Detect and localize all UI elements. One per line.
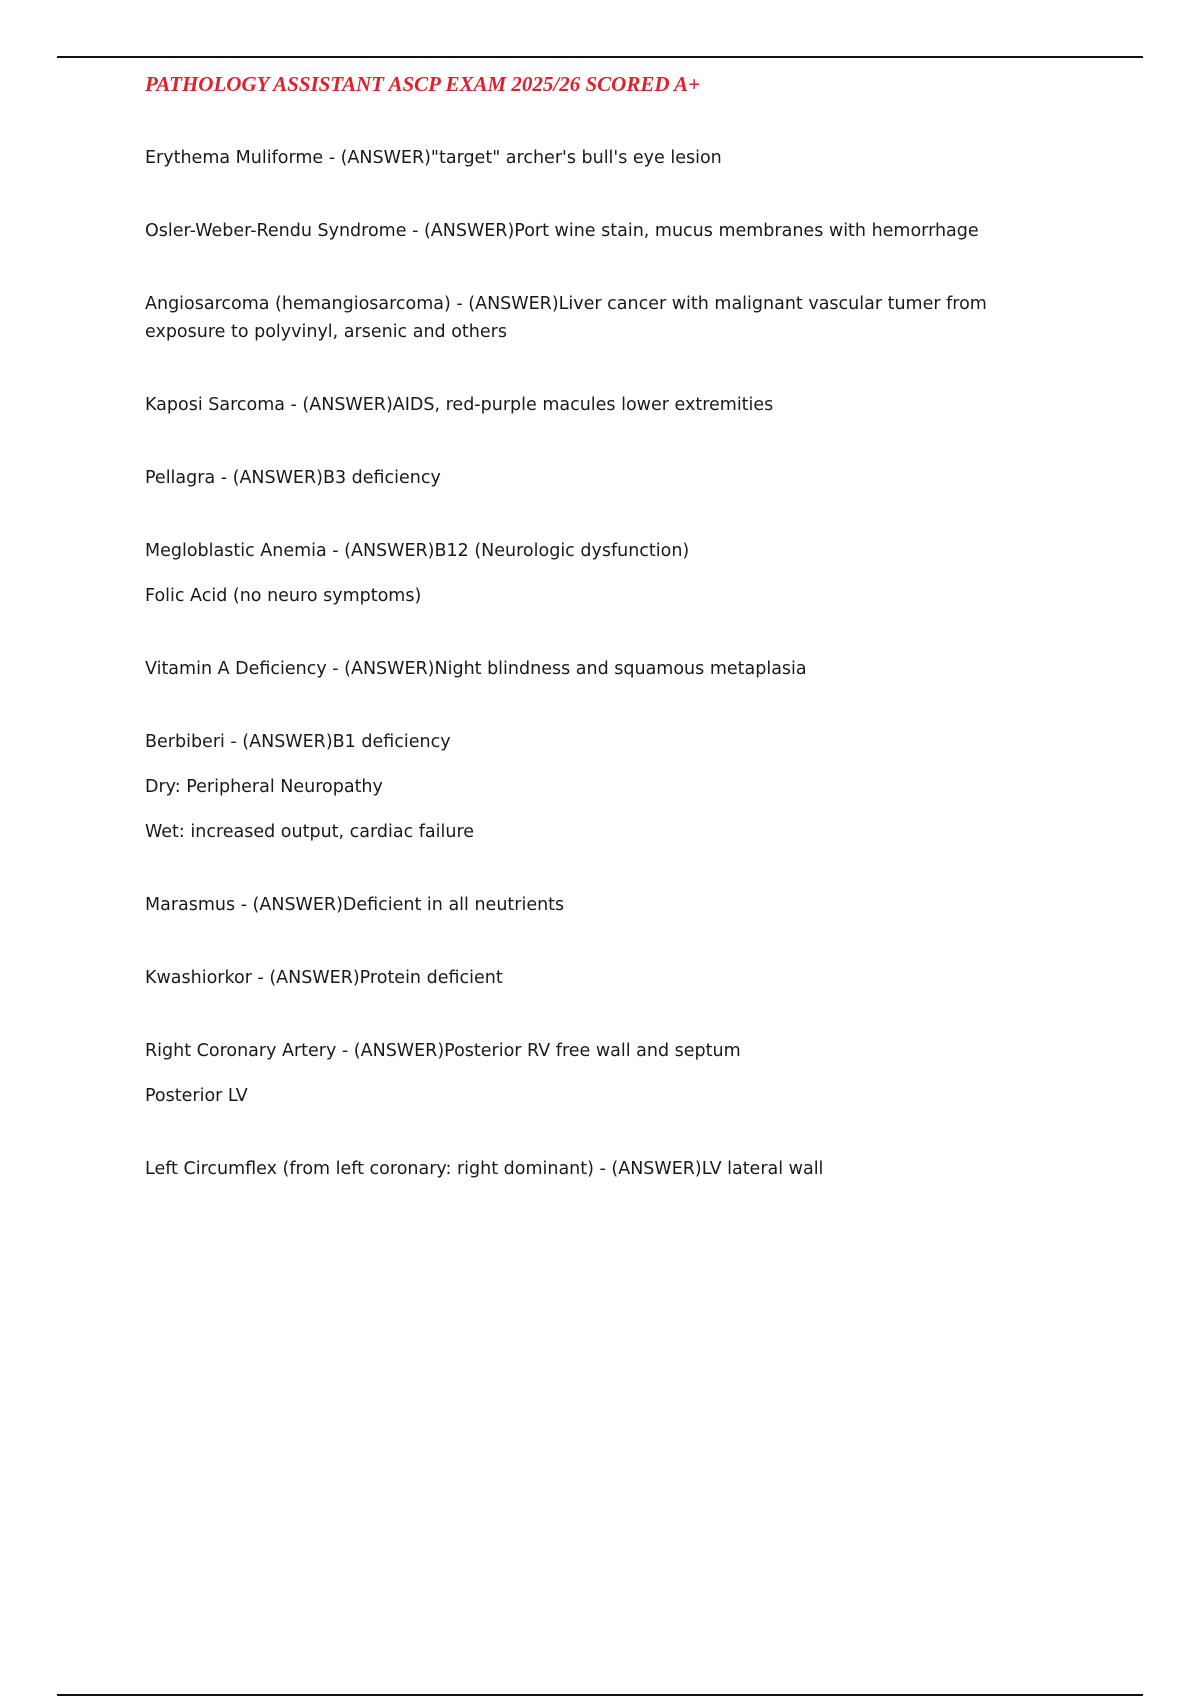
qa-entry xyxy=(145,728,1045,846)
top-rule xyxy=(57,56,1143,58)
qa-line: Angiosarcoma (hemangiosarcoma) - (ANSWER)Liver cancer with malignant vascular tumer from exposure to polyvinyl, arsenic and others xyxy=(145,294,987,342)
qa-line: Marasmus - (ANSWER)Deficient in all neutrients xyxy=(145,895,565,915)
qa-entry xyxy=(145,964,1045,992)
qa-entry xyxy=(145,537,1045,610)
bottom-rule xyxy=(57,1694,1143,1696)
qa-line: Left Circumflex (from left coronary: right dominant) - (ANSWER)LV lateral wall xyxy=(145,1159,824,1179)
qa-continuation-line: Folic Acid (no neuro symptoms) xyxy=(145,586,422,606)
qa-line: Kwashiorkor - (ANSWER)Protein deficient xyxy=(145,968,503,988)
qa-continuation-line: Posterior LV xyxy=(145,1086,248,1106)
qa-entry xyxy=(145,217,1045,245)
qa-line: Megloblastic Anemia - (ANSWER)B12 (Neurologic dysfunction) xyxy=(145,541,690,561)
qa-line: Kaposi Sarcoma - (ANSWER)AIDS, red-purple macules lower extremities xyxy=(145,395,774,415)
qa-entry xyxy=(145,1155,1045,1183)
document-title: PATHOLOGY ASSISTANT ASCP EXAM 2025/26 SCORED A+ xyxy=(145,72,700,96)
qa-line: Right Coronary Artery - (ANSWER)Posterior RV free wall and septum xyxy=(145,1041,741,1061)
qa-entry xyxy=(145,391,1045,419)
qa-line: Osler-Weber-Rendu Syndrome - (ANSWER)Port wine stain, mucus membranes with hemorrhage xyxy=(145,221,979,241)
document-body xyxy=(145,144,1045,1228)
qa-entry xyxy=(145,1037,1045,1110)
qa-continuation-line: Dry: Peripheral Neuropathy xyxy=(145,777,383,797)
qa-entry xyxy=(145,655,1045,683)
qa-line: Pellagra - (ANSWER)B3 deficiency xyxy=(145,468,441,488)
qa-entry xyxy=(145,891,1045,919)
qa-entry xyxy=(145,144,1045,172)
qa-continuation-line: Wet: increased output, cardiac failure xyxy=(145,822,475,842)
qa-line: Vitamin A Deficiency - (ANSWER)Night blindness and squamous metaplasia xyxy=(145,659,807,679)
qa-line: Erythema Muliforme - (ANSWER)"target" archer's bull's eye lesion xyxy=(145,148,722,168)
qa-entry xyxy=(145,290,1045,346)
qa-entry xyxy=(145,464,1045,492)
qa-line: Berbiberi - (ANSWER)B1 deficiency xyxy=(145,732,451,752)
